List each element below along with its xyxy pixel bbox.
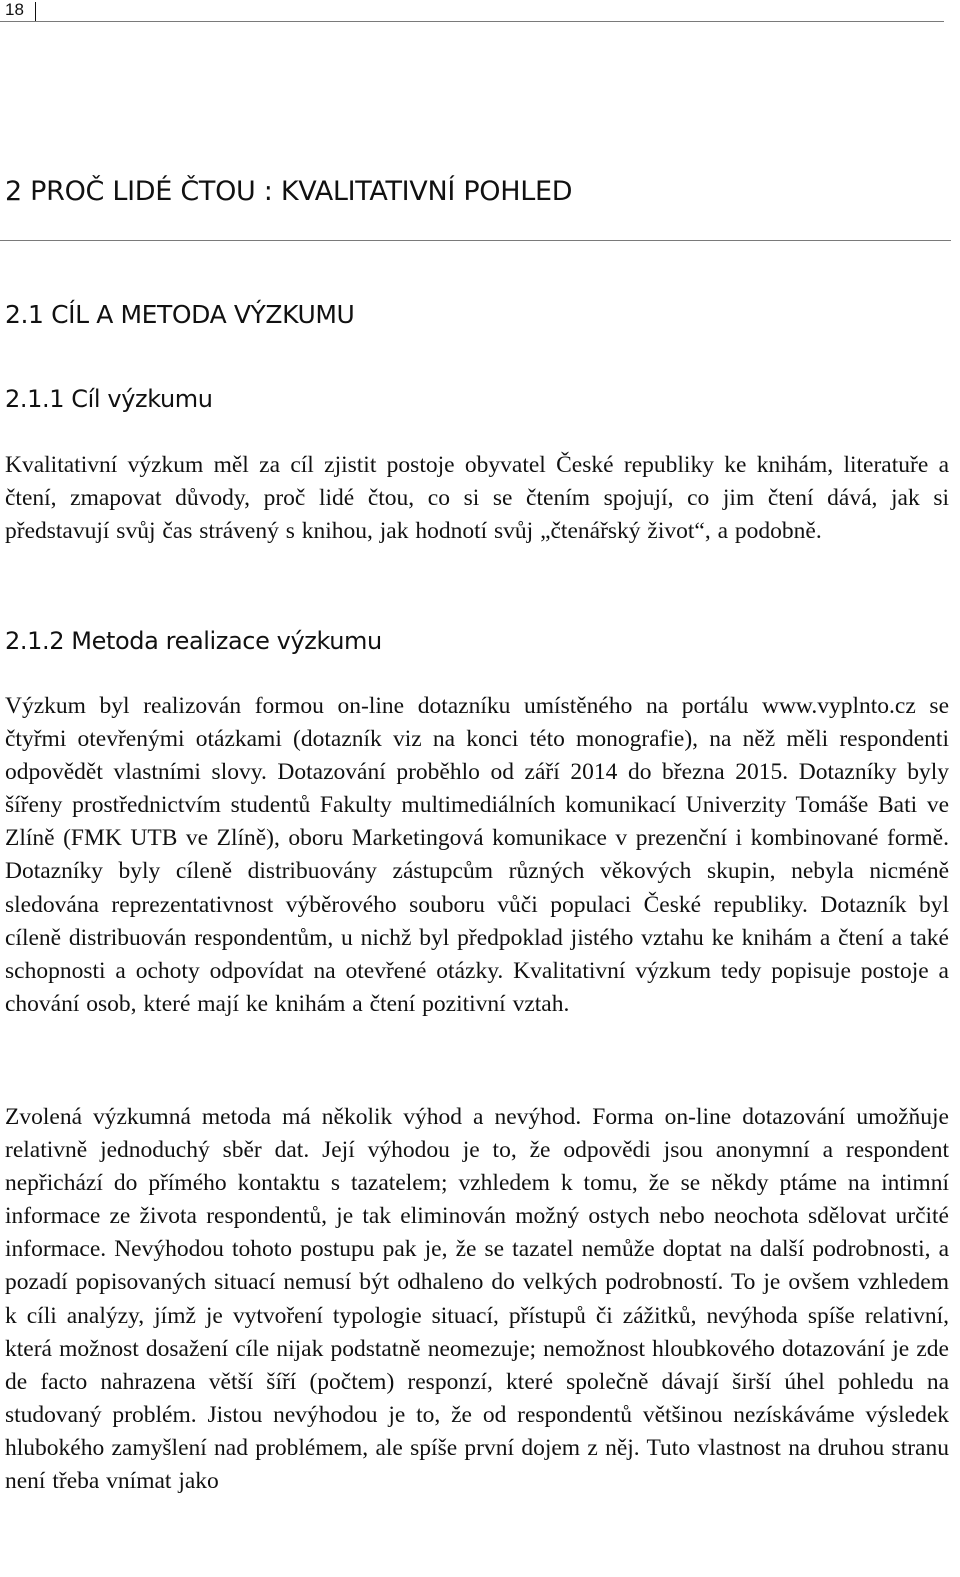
chapter-rule [0,240,951,241]
chapter-title: 2 PROČ LIDÉ ČTOU : KVALITATIVNÍ POHLED [5,176,573,207]
paragraph-goal: Kvalitativní výzkum měl za cíl zjistit postoje obyvatel České republiky ke knihám, literatuře a čtení, zmapovat důvody, proč lidé čtou, co si se čtením spojují, co jim čtení dává, jak si představují svůj čas strávený s knihou, jak hodnotí svůj „čtenářský život“, a podobně. [5,452,949,545]
subsection-title-method: 2.1.2 Metoda realizace výzkumu [5,627,382,655]
header-divider [35,2,36,21]
paragraph-method: Výzkum byl realizován formou on-line dotazníku umístěného na portálu www.vyplnto.cz se čtyřmi otevřenými otázkami (dotazník viz na konci této monografie), na něž měli respondenti odpovědět vlastními slovy. Dotazování proběhlo od září 2014 do března 2015. Dotazníky byly šířeny prostřednictvím studentů Fakulty multimediálních komunikací Univerzity Tomáše Bati ve Zlíně (FMK UTB ve Zlíně), oboru Marketingová komunikace v prezenční i kombinované formě. Dotazníky byly cíleně distribuovány zástupcům různých věkových skupin, nebyla nicméně sledována reprezentativnost výběrového souboru vůči populaci České republiky. Dotazník byl cíleně distribuován respondentům, u nichž byl předpoklad jistého vztahu ke knihám a čtení a také schopnosti a ochoty odpovídat na otevřené otázky. Kvalitativní výzkum tedy popisuje postoje a chování osob, které mají ke knihám a čtení pozitivní vztah. [5,693,949,1017]
subsection-title-goal: 2.1.1 Cíl výzkumu [5,385,213,413]
page-header [0,0,944,22]
page-number: 18 [5,0,24,19]
section-title: 2.1 CÍL A METODA VÝZKUMU [5,300,355,329]
paragraph-pros-cons: Zvolená výzkumná metoda má několik výhod a nevýhod. Forma on-line dotazování umožňuje relativně jednoduchý sběr dat. Její výhodou je to, že odpovědi jsou anonymní a respondent nepřichází do přímého kontaktu s tazatelem; vzhledem k tomu, že se někdy ptáme na intimní informace ze života respondentů, je tak eliminován možný ostych nebo neochota sdělovat určité informace. Nevýhodou tohoto postupu pak je, že se tazatel nemůže doptat na další podrobnosti, a pozadí popisovaných situací nemusí být odhaleno do velkých podrobností. To je ovšem vzhledem k cíli analýzy, jímž je vytvoření typologie situací, přístupů či zážitků, nevýhoda spíše relativní, která možnost dosažení cíle nijak podstatně neomezuje; nemožnost hloubkového dotazování je zde de facto nahrazena větší šíří (počtem) responzí, které společně dávají širší úhel pohledu na studovaný problém. Jistou nevýhodou je to, že od respondentů většinou nezískáváme výsledek hlubokého zamyšlení nad problémem, ale spíše první dojem z něj. Tuto vlastnost na druhou stranu není třeba vnímat jako [5,1104,949,1495]
